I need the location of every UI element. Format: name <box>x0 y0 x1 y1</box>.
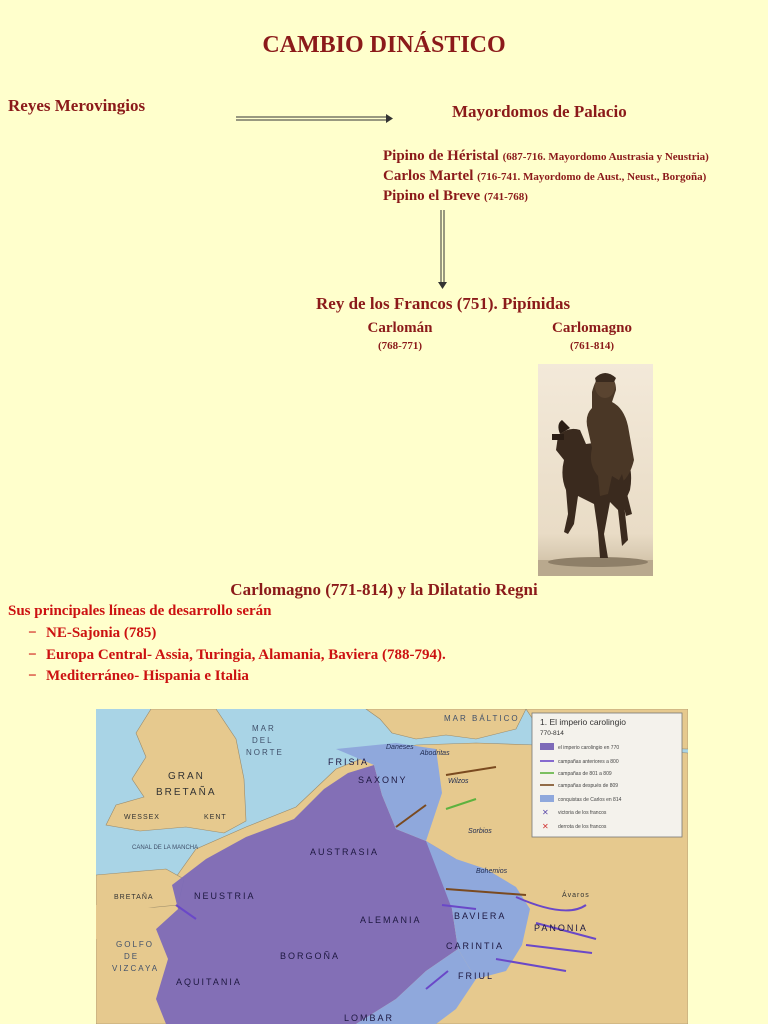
map-label: GRAN <box>168 771 205 782</box>
map-label: GOLFO <box>116 940 155 949</box>
map-label: ALEMANIA <box>360 915 422 925</box>
victory-icon: ✕ <box>542 808 549 817</box>
map-legend-item: conquistas de Carlos en 814 <box>558 797 622 803</box>
map-label: FRISIA <box>328 757 370 767</box>
map-label: VIZCAYA <box>112 964 160 973</box>
map-label: Daneses <box>386 744 414 751</box>
map-label: MAR BÁLTICO <box>444 714 520 723</box>
map-label: LOMBAR <box>344 1013 395 1023</box>
list-item <box>28 625 156 642</box>
map-label: Bohemios <box>476 868 508 875</box>
mayordomo-item <box>383 168 706 185</box>
carolingian-empire-map <box>96 709 688 1024</box>
map-label: BORGOÑA <box>280 951 341 961</box>
map-legend-item: derrota de los francos <box>558 824 607 830</box>
map-label: NEUSTRIA <box>194 891 256 901</box>
map-label: BRETAÑA <box>156 787 217 798</box>
map-label: BRETAÑA <box>114 894 154 901</box>
map-label: MAR <box>252 724 276 733</box>
bullet-marker: − <box>28 668 37 684</box>
map-label: FRIUL <box>458 971 495 981</box>
list-item-text: Mediterráneo- Hispania e Italia <box>46 668 249 684</box>
mayordomos-heading: Mayordomos de Palacio <box>452 102 627 121</box>
list-item <box>28 647 446 664</box>
map-label: Sorbios <box>468 828 492 835</box>
map-label: KENT <box>204 814 227 821</box>
mayordomo-item <box>383 148 709 165</box>
king-name-carloman: Carlomán <box>367 320 433 336</box>
bullet-marker: − <box>28 647 37 663</box>
equestrian-statue-image <box>538 364 653 576</box>
mayordomo-name: Pipino el Breve <box>383 188 481 204</box>
mayordomo-item <box>383 188 528 205</box>
map-legend-years: 770-814 <box>540 730 564 737</box>
bullet-marker: − <box>28 625 37 641</box>
transition-arrow-right <box>236 114 394 124</box>
defeat-icon: ✕ <box>542 822 549 831</box>
map-label: WESSEX <box>124 814 160 821</box>
map-label: DEL <box>252 736 274 745</box>
map-label: NORTE <box>246 748 284 757</box>
list-item-text: Europa Central- Assia, Turingia, Alamania, Baviera (788-794). <box>46 647 446 663</box>
list-item-text: NE-Sajonia (785) <box>46 625 157 641</box>
map-legend-item: victoria de los francos <box>558 810 607 816</box>
mayordomo-detail: (716-741. Mayordomo de Aust., Neust., Borgoña) <box>477 171 707 183</box>
mayordomo-detail: (687-716. Mayordomo Austrasia y Neustria) <box>502 151 709 163</box>
mayordomo-name: Pipino de Héristal <box>383 148 499 164</box>
map-label: Ávaros <box>562 892 590 899</box>
dilatatio-regni-heading: Carlomagno (771-814) y la Dilatatio Regni <box>230 580 538 599</box>
development-lead-text: Sus principales líneas de desarrollo serán <box>8 603 272 619</box>
map-legend-title: 1. El imperio carolingio <box>540 717 626 727</box>
mayordomo-name: Carlos Martel <box>383 168 474 184</box>
page-title: CAMBIO DINÁSTICO <box>262 32 506 58</box>
map-label: Abodritas <box>420 750 450 757</box>
map-label: AQUITANIA <box>176 977 242 987</box>
map-legend-item: campañas anteriores a 800 <box>558 759 619 765</box>
frankish-king-heading: Rey de los Francos (751). Pipínidas <box>316 294 571 313</box>
merovingian-kings-heading: Reyes Merovingios <box>8 96 146 115</box>
map-label: AUSTRASIA <box>310 847 380 857</box>
map-legend-item: campañas después de 809 <box>558 783 619 789</box>
map-label: DE <box>124 952 140 961</box>
map-legend-item: el imperio carolingio en 770 <box>558 745 620 751</box>
map-label: PANONIA <box>534 923 588 933</box>
map-label: CARINTIA <box>446 941 505 951</box>
transition-arrow-down <box>438 210 448 290</box>
king-dates-carloman: (768-771) <box>378 340 422 352</box>
map-label: Wilzos <box>448 778 469 785</box>
mayordomo-detail: (741-768) <box>483 191 528 203</box>
map-label: CANAL DE LA MANCHA <box>132 845 199 851</box>
map-legend-item: campañas de 801 a 809 <box>558 771 612 777</box>
map-label: BAVIERA <box>454 911 507 921</box>
map-label: SAXONY <box>358 775 408 785</box>
king-name-carlomagno: Carlomagno <box>552 320 632 336</box>
king-dates-carlomagno: (761-814) <box>570 340 614 352</box>
list-item <box>28 668 249 685</box>
